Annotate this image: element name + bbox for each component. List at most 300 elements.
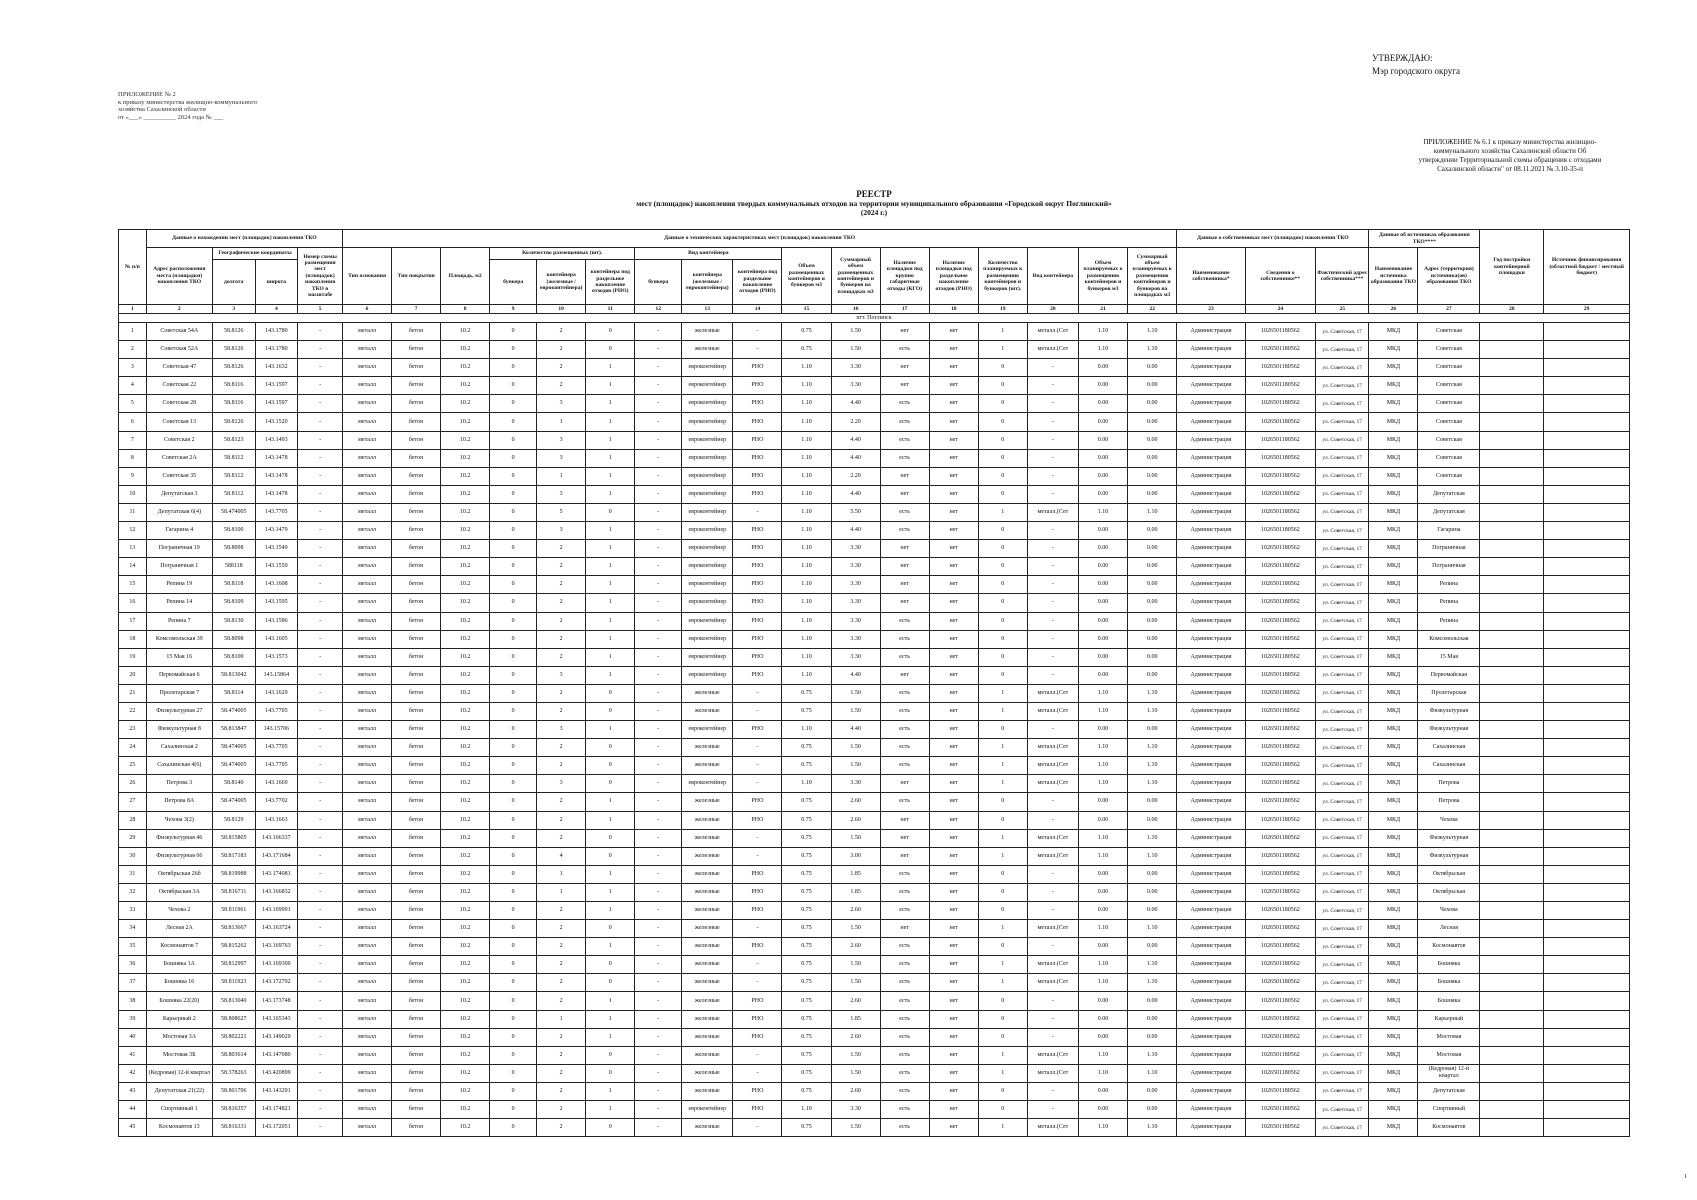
table-cell: [1480, 666, 1544, 684]
table-cell: 143.1663: [255, 811, 298, 829]
table-cell: 0: [490, 902, 537, 920]
table-cell: нет: [880, 666, 929, 684]
table-cell: нет: [929, 594, 978, 612]
table-cell: Физкультурная 27: [146, 702, 212, 720]
table-cell: железные: [682, 341, 733, 359]
table-cell: 0: [978, 558, 1027, 576]
table-cell: 1.85: [831, 883, 880, 901]
table-cell: 1.10: [782, 558, 831, 576]
table-cell: евроконтейнер: [682, 431, 733, 449]
table-cell: 0: [586, 847, 635, 865]
table-cell: 1.10: [1128, 1046, 1177, 1064]
table-cell: железные: [682, 1082, 733, 1100]
table-cell: 7: [119, 431, 147, 449]
table-cell: Физкультурная 46: [146, 829, 212, 847]
table-cell: [1544, 485, 1630, 503]
table-cell: 4: [119, 377, 147, 395]
table-cell: 1.10: [1128, 775, 1177, 793]
table-cell: Октябрьская: [1418, 865, 1480, 883]
title-year: (2024 г.): [860, 208, 888, 217]
table-cell: Октябрьская 26б: [146, 865, 212, 883]
table-cell: 10.2: [441, 540, 490, 558]
table-cell: 1.10: [1128, 829, 1177, 847]
table-cell: 58.8114: [212, 684, 255, 702]
table-cell: 0: [490, 558, 537, 576]
table-cell: 0: [978, 467, 1027, 485]
table-cell: Гагарина: [1418, 522, 1480, 540]
table-cell: 10.2: [441, 576, 490, 594]
table-cell: Космонавтов 13: [146, 1119, 212, 1137]
table-cell: 0: [586, 974, 635, 992]
table-cell: нет: [880, 540, 929, 558]
table-cell: 1026501180562: [1245, 431, 1315, 449]
table-row: [119, 956, 1630, 974]
table-cell: Гагарина 4: [146, 522, 212, 540]
table-cell: бетон: [392, 1064, 441, 1082]
table-cell: 2: [537, 341, 586, 359]
table-cell: 0.00: [1078, 902, 1127, 920]
table-cell: 10.2: [441, 974, 490, 992]
table-cell: 58.816331: [212, 1119, 255, 1137]
table-cell: 10.2: [441, 684, 490, 702]
table-cell: 0.00: [1078, 594, 1127, 612]
table-cell: 58.8140: [212, 775, 255, 793]
table-cell: металл: [343, 1101, 392, 1119]
table-cell: 0: [490, 359, 537, 377]
table-cell: 3: [537, 721, 586, 739]
table-cell: 0: [490, 341, 537, 359]
table-cell: Чехова: [1418, 811, 1480, 829]
table-cell: 20: [119, 666, 147, 684]
table-cell: 58.802221: [212, 1028, 255, 1046]
table-cell: [1480, 1064, 1544, 1082]
table-cell: [1480, 449, 1544, 467]
table-cell: есть: [880, 721, 929, 739]
table-cell: 143.1479: [255, 522, 298, 540]
table-cell: бетон: [392, 974, 441, 992]
table-cell: 0.00: [1128, 522, 1177, 540]
table-cell: 1: [978, 956, 1027, 974]
table-cell: 1: [586, 576, 635, 594]
table-cell: 3: [537, 522, 586, 540]
table-cell: 0: [490, 920, 537, 938]
table-cell: 0: [978, 377, 1027, 395]
table-cell: 1026501180562: [1245, 1101, 1315, 1119]
table-cell: 1.10: [1078, 341, 1127, 359]
table-cell: 10.2: [441, 413, 490, 431]
table-cell: 1.10: [1078, 974, 1127, 992]
table-cell: ул. Советская, 17: [1316, 702, 1369, 720]
table-cell: Мостовая: [1418, 1028, 1480, 1046]
table-cell: бетон: [392, 413, 441, 431]
table-cell: металл: [343, 757, 392, 775]
table-cell: 10.2: [441, 449, 490, 467]
table-cell: 0: [490, 757, 537, 775]
table-cell: металл: [343, 540, 392, 558]
table-cell: 3: [537, 775, 586, 793]
table-cell: бетон: [392, 503, 441, 521]
header-bunkers: бункера: [490, 260, 537, 305]
table-cell: 3.30: [831, 558, 880, 576]
column-number: 27: [1418, 305, 1480, 314]
table-cell: Депутатская 21(22): [146, 1082, 212, 1100]
table-cell: 1: [978, 702, 1027, 720]
table-cell: -: [298, 920, 343, 938]
table-row: [119, 883, 1630, 901]
table-cell: 0: [490, 594, 537, 612]
table-cell: 0: [490, 1101, 537, 1119]
table-cell: 143.7705: [255, 503, 298, 521]
table-cell: есть: [880, 1046, 929, 1064]
table-cell: 36: [119, 956, 147, 974]
table-cell: 0.75: [782, 684, 831, 702]
table-cell: нет: [929, 413, 978, 431]
table-cell: 58.8098: [212, 630, 255, 648]
table-cell: -: [298, 522, 343, 540]
table-cell: 37: [119, 974, 147, 992]
table-cell: 143.169763: [255, 938, 298, 956]
table-cell: 143.1629: [255, 684, 298, 702]
table-cell: 3: [537, 666, 586, 684]
page-number: 1: [1684, 1174, 1687, 1180]
table-cell: есть: [880, 612, 929, 630]
table-cell: МКД: [1369, 793, 1418, 811]
table-cell: Депутатская: [1418, 1082, 1480, 1100]
table-cell: 143.147080: [255, 1046, 298, 1064]
table-cell: -: [298, 413, 343, 431]
table-cell: МКД: [1369, 847, 1418, 865]
table-cell: 1.10: [782, 485, 831, 503]
table-cell: 1.10: [1128, 702, 1177, 720]
column-number: 23: [1177, 305, 1245, 314]
table-cell: металл.(Сет: [1027, 1064, 1078, 1082]
table-cell: Советская: [1418, 395, 1480, 413]
table-cell: 1: [586, 883, 635, 901]
table-cell: [1480, 1082, 1544, 1100]
table-cell: 1.10: [782, 413, 831, 431]
table-cell: металл: [343, 612, 392, 630]
table-cell: 2: [537, 938, 586, 956]
table-cell: 30: [119, 847, 147, 865]
table-cell: 3: [537, 485, 586, 503]
table-cell: металл: [343, 684, 392, 702]
table-row: [119, 1028, 1630, 1046]
table-cell: 0: [978, 811, 1027, 829]
table-cell: [1544, 1046, 1630, 1064]
table-cell: 0: [586, 1119, 635, 1137]
table-cell: 24: [119, 739, 147, 757]
approve-title: УТВЕРЖДАЮ:: [1372, 53, 1433, 63]
column-number: 3: [212, 305, 255, 314]
table-cell: 39: [119, 1010, 147, 1028]
table-cell: 0.00: [1128, 865, 1177, 883]
table-cell: МКД: [1369, 503, 1418, 521]
table-cell: [1544, 377, 1630, 395]
table-cell: 1026501180562: [1245, 648, 1315, 666]
table-cell: 58.8116: [212, 377, 255, 395]
table-cell: 0: [490, 775, 537, 793]
table-cell: МКД: [1369, 413, 1418, 431]
table-cell: 1026501180562: [1245, 1046, 1315, 1064]
table-cell: 0: [586, 739, 635, 757]
table-cell: Физкультурная 66: [146, 847, 212, 865]
table-cell: железные: [682, 323, 733, 341]
table-cell: Лесная 2А: [146, 920, 212, 938]
table-cell: -: [635, 1046, 682, 1064]
table-cell: -: [298, 829, 343, 847]
table-cell: Советская 2: [146, 431, 212, 449]
table-cell: 0: [586, 775, 635, 793]
table-cell: есть: [880, 1028, 929, 1046]
table-cell: 34: [119, 920, 147, 938]
table-cell: 0.00: [1128, 395, 1177, 413]
table-cell: металл.(Сет: [1027, 956, 1078, 974]
header-funding: Источник финансирования (областной бюджет / местный бюджет): [1544, 230, 1630, 305]
table-cell: 0.00: [1078, 431, 1127, 449]
table-cell: 1: [586, 938, 635, 956]
table-cell: 2.60: [831, 1082, 880, 1100]
table-cell: [1480, 992, 1544, 1010]
table-cell: 10.2: [441, 721, 490, 739]
table-cell: ул. Советская, 17: [1316, 522, 1369, 540]
table-cell: 4: [537, 847, 586, 865]
table-cell: МКД: [1369, 431, 1418, 449]
table-cell: 1.10: [782, 666, 831, 684]
table-cell: -: [733, 1119, 782, 1137]
table-cell: железные: [682, 684, 733, 702]
table-cell: 2: [537, 684, 586, 702]
table-cell: -: [733, 829, 782, 847]
table-cell: -: [298, 739, 343, 757]
header-build-year: Год постройки контейнерной площадки: [1480, 230, 1544, 305]
table-cell: [1544, 540, 1630, 558]
table-cell: [1544, 1101, 1630, 1119]
table-cell: 0.00: [1128, 793, 1177, 811]
table-cell: бетон: [392, 902, 441, 920]
table-cell: бетон: [392, 775, 441, 793]
table-cell: 0.75: [782, 938, 831, 956]
table-cell: 1.10: [782, 1101, 831, 1119]
table-cell: железные: [682, 811, 733, 829]
table-cell: 1.50: [831, 1046, 880, 1064]
table-cell: -: [635, 811, 682, 829]
table-cell: Депутатская: [1418, 503, 1480, 521]
table-cell: 1: [978, 920, 1027, 938]
table-cell: -: [635, 775, 682, 793]
table-cell: 32: [119, 883, 147, 901]
table-cell: -: [298, 612, 343, 630]
table-cell: [1544, 449, 1630, 467]
table-cell: 16: [119, 594, 147, 612]
table-cell: металл: [343, 395, 392, 413]
table-cell: 143.1478: [255, 449, 298, 467]
table-cell: 0.75: [782, 323, 831, 341]
table-row: [119, 359, 1630, 377]
table-cell: металл: [343, 1046, 392, 1064]
table-cell: 0.00: [1078, 413, 1127, 431]
table-cell: Советская: [1418, 377, 1480, 395]
table-cell: металл: [343, 811, 392, 829]
table-cell: евроконтейнер: [682, 721, 733, 739]
table-cell: 0: [586, 920, 635, 938]
table-cell: 2: [537, 630, 586, 648]
table-cell: 2.60: [831, 902, 880, 920]
table-cell: 17: [119, 612, 147, 630]
table-cell: Пограничная 19: [146, 540, 212, 558]
table-cell: 10.2: [441, 793, 490, 811]
table-cell: Администрация: [1177, 793, 1245, 811]
table-cell: 13: [119, 540, 147, 558]
table-cell: 10.2: [441, 522, 490, 540]
table-cell: 1.10: [782, 359, 831, 377]
table-cell: евроконтейнер: [682, 395, 733, 413]
table-cell: -: [298, 431, 343, 449]
table-cell: -: [733, 956, 782, 974]
table-cell: 0: [978, 1082, 1027, 1100]
table-cell: металл.(Сет: [1027, 739, 1078, 757]
table-cell: -: [635, 341, 682, 359]
table-cell: 10.2: [441, 992, 490, 1010]
table-cell: 3: [537, 395, 586, 413]
column-number: 25: [1316, 305, 1369, 314]
table-cell: Репина: [1418, 612, 1480, 630]
table-cell: 58.378263: [212, 1064, 255, 1082]
table-cell: 3.30: [831, 612, 880, 630]
table-cell: МКД: [1369, 540, 1418, 558]
table-cell: 0.00: [1078, 449, 1127, 467]
table-cell: 2.60: [831, 811, 880, 829]
table-cell: 0: [490, 847, 537, 865]
table-cell: -: [635, 793, 682, 811]
document-title: [118, 190, 1630, 217]
table-cell: ул. Советская, 17: [1316, 920, 1369, 938]
table-cell: Администрация: [1177, 576, 1245, 594]
table-cell: РНО: [733, 938, 782, 956]
table-cell: 0.75: [782, 811, 831, 829]
table-cell: 0.00: [1128, 630, 1177, 648]
table-cell: МКД: [1369, 666, 1418, 684]
table-cell: Физкультурная 8: [146, 721, 212, 739]
table-cell: -: [1027, 594, 1078, 612]
table-row: [119, 540, 1630, 558]
table-cell: металл: [343, 666, 392, 684]
column-number: 21: [1078, 305, 1127, 314]
table-cell: 0: [490, 721, 537, 739]
table-cell: металл: [343, 522, 392, 540]
table-cell: -: [298, 1010, 343, 1028]
table-cell: 58.811961: [212, 902, 255, 920]
table-cell: 143.174081: [255, 865, 298, 883]
table-cell: Чехова 2: [146, 902, 212, 920]
table-cell: есть: [880, 1119, 929, 1137]
table-cell: нет: [929, 992, 978, 1010]
table-cell: 0: [586, 1064, 635, 1082]
table-cell: МКД: [1369, 395, 1418, 413]
table-cell: 0: [490, 1064, 537, 1082]
table-cell: нет: [929, 323, 978, 341]
table-cell: -: [1027, 883, 1078, 901]
table-cell: 0: [978, 865, 1027, 883]
table-cell: Администрация: [1177, 630, 1245, 648]
table-cell: 10.2: [441, 847, 490, 865]
table-cell: есть: [880, 449, 929, 467]
table-cell: есть: [880, 992, 929, 1010]
table-cell: 10.2: [441, 956, 490, 974]
table-cell: 143.1669: [255, 775, 298, 793]
table-cell: Советская: [1418, 467, 1480, 485]
table-cell: 1.10: [1078, 323, 1127, 341]
table-cell: РНО: [733, 630, 782, 648]
table-cell: металл: [343, 1010, 392, 1028]
table-cell: -: [635, 666, 682, 684]
table-cell: 1026501180562: [1245, 793, 1315, 811]
table-cell: 1026501180562: [1245, 594, 1315, 612]
table-cell: 1.10: [1078, 684, 1127, 702]
table-cell: Первомайская 6: [146, 666, 212, 684]
table-cell: -: [733, 1046, 782, 1064]
table-cell: 0: [490, 323, 537, 341]
table-cell: ул. Советская, 17: [1316, 467, 1369, 485]
table-cell: МКД: [1369, 992, 1418, 1010]
table-cell: РНО: [733, 594, 782, 612]
table-cell: нет: [880, 775, 929, 793]
table-cell: металл.(Сет: [1027, 503, 1078, 521]
table-cell: [1544, 341, 1630, 359]
table-cell: 0.75: [782, 757, 831, 775]
table-cell: 1: [586, 630, 635, 648]
table-cell: 1: [586, 1028, 635, 1046]
table-cell: ул. Советская, 17: [1316, 684, 1369, 702]
table-cell: [1544, 757, 1630, 775]
appendix-right: [1400, 138, 1620, 174]
table-cell: 1.10: [1128, 974, 1177, 992]
table-cell: [1480, 323, 1544, 341]
table-cell: МКД: [1369, 1101, 1418, 1119]
table-cell: 0: [490, 1046, 537, 1064]
table-cell: 1.10: [1128, 1119, 1177, 1137]
table-cell: 2: [537, 920, 586, 938]
table-cell: 0.00: [1128, 883, 1177, 901]
table-row: [119, 902, 1630, 920]
table-cell: нет: [929, 974, 978, 992]
table-cell: 3: [537, 449, 586, 467]
table-cell: -: [298, 485, 343, 503]
table-cell: 143.166337: [255, 829, 298, 847]
table-cell: [1480, 702, 1544, 720]
table-cell: РНО: [733, 902, 782, 920]
table-cell: 0: [978, 648, 1027, 666]
table-cell: 143.15706: [255, 721, 298, 739]
table-cell: 1: [586, 612, 635, 630]
table-cell: Советская 54А: [146, 323, 212, 341]
table-cell: 38: [119, 992, 147, 1010]
table-cell: 58.808627: [212, 1010, 255, 1028]
table-cell: 2: [537, 359, 586, 377]
table-cell: -: [733, 702, 782, 720]
table-cell: [1480, 739, 1544, 757]
table-cell: Администрация: [1177, 811, 1245, 829]
table-cell: [1480, 540, 1544, 558]
table-cell: РНО: [733, 721, 782, 739]
table-cell: 143.1597: [255, 377, 298, 395]
table-cell: Сахалинская: [1418, 739, 1480, 757]
header-total-volume: Суммарный объем размещенных контейнеров и бункеров на площадках м3: [831, 248, 880, 305]
table-cell: есть: [880, 684, 929, 702]
table-cell: 0.75: [782, 1028, 831, 1046]
header-owner-name: Наименование собственника*: [1177, 248, 1245, 305]
table-cell: металл: [343, 829, 392, 847]
table-cell: РНО: [733, 449, 782, 467]
